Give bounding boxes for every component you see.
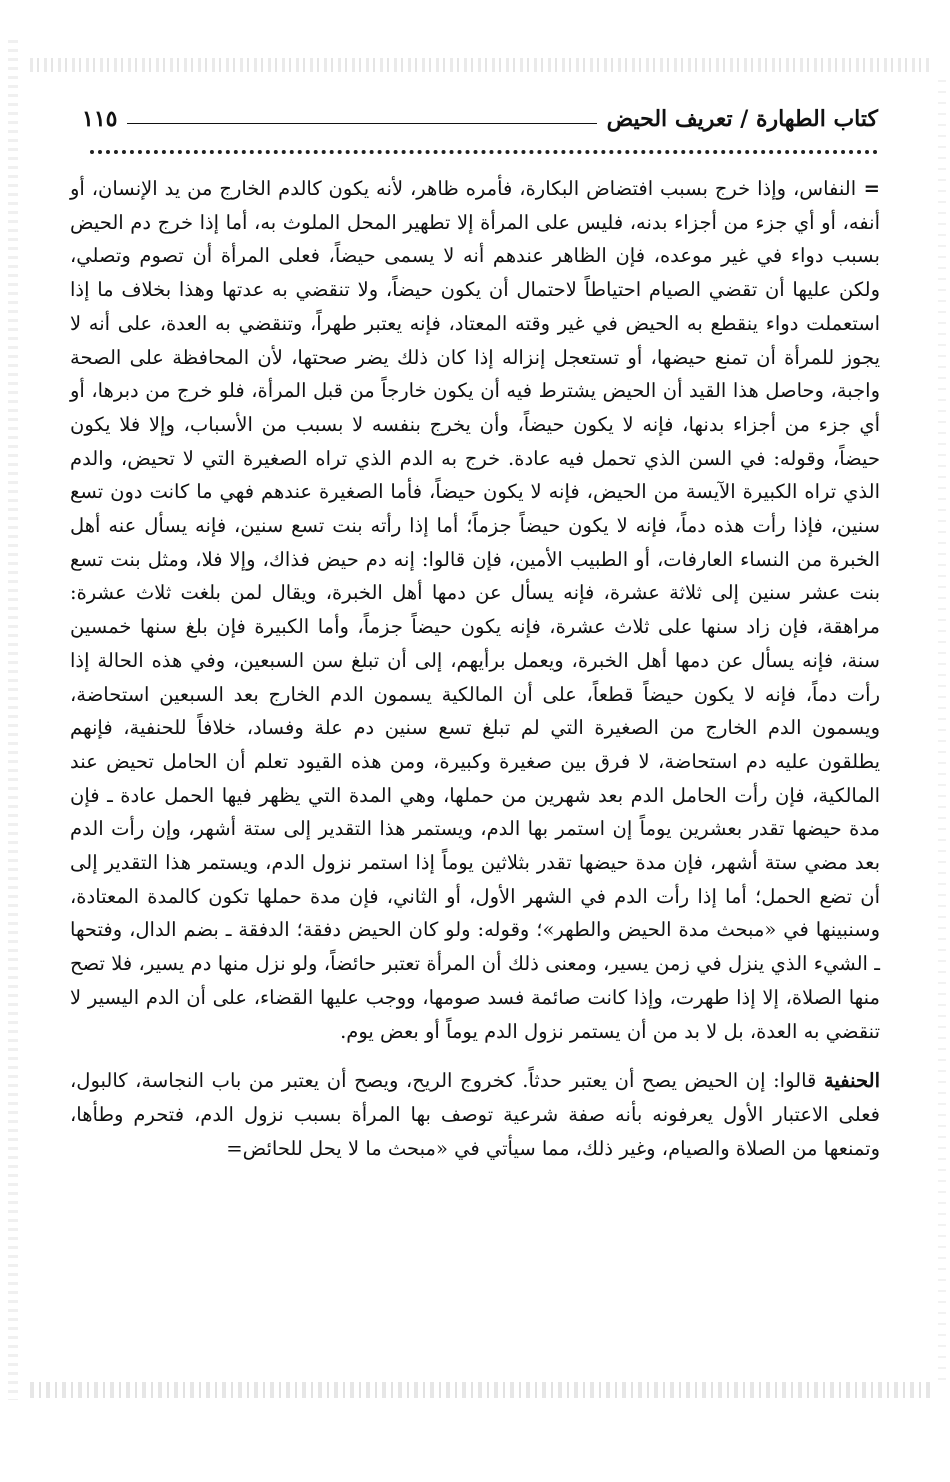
page-number: ١١٥	[82, 106, 118, 132]
continuation-mark: =	[856, 177, 880, 200]
scan-noise-left	[8, 40, 18, 1400]
running-header	[82, 92, 878, 132]
dotted-separator	[90, 146, 878, 154]
paragraph-text: النفاس، وإذا خرج بسبب افتضاض البكارة، فأمره ظاهر، لأنه يكون كالدم الخارج من يد الإنسان، أو أنفه، أو أي جزء من أجزاء بدنه، فليس على المرأة إلا تطهير المحل الملوث به، أما إذا خرج دم الحيض بسبب دواء في غير موعده، فإن الظاهر عندهم أنه لا يسمى حيضاً، فعلى المرأة أن تصوم وتصلي، ولكن عليها أن تقضي الصيام احتياطاً لاحتمال أن يكون حيضاً، ولا تنقضي به عدتها وهذا بخلاف ما إذا استعملت دواء ينقطع به الحيض في غير وقته المعتاد، فإنه يعتبر طهراً، وتنقضي به العدة، على أنه لا يجوز للمرأة أن تمنع حيضها، أو تستعجل إنزاله إذا كان ذلك يضر صحتها، لأن المحافظة على الصحة واجبة، وحاصل هذا القيد أن الحيض يشترط فيه أن يكون خارجاً من قبل المرأة، فلو خرج من دبرها، أو أي جزء من أجزاء بدنها، فإنه لا يكون حيضاً، وأن يخرج بنفسه لا بسبب من الأسباب، وإلا فلا يكون حيضاً، وقوله: في السن الذي تحمل فيه عادة. خرج به الدم الذي تراه الصغيرة التي لا تحيض، والدم الذي تراه الكبيرة الآيسة من الحيض، فإنه لا يكون حيضاً، فأما الصغيرة عندهم فهي ما كانت دون تسع سنين، فإذا رأت هذه دماً، فإنه لا يكون حيضاً جزماً؛ أما إذا رأته بنت تسع سنين، فإنه يسأل عنه أهل الخبرة من النساء العارفات، أو الطبيب الأمين، فإن قالوا: إنه دم حيض فذاك، وإلا فلا، ومثل بنت تسع بنت عشر سنين إلى ثلاثة عشرة، فإنه يسأل عن دمها أهل الخبرة، ويقال لمن بلغت ثلاث عشرة: مراهقة، فإن زاد سنها على ثلاث عشرة، فإنه يكون حيضاً جزماً، وأما الكبيرة فإن بلغ سنها خمسين سنة، فإنه يسأل عن دمها أهل الخبرة، ويعمل برأيهم، إلى أن تبلغ سن السبعين، وفي هذه الحالة إذا رأت دماً، فإنه لا يكون حيضاً قطعاً، على أن المالكية يسمون الدم الخارج بعد السبعين استحاضة، ويسمون الدم الخارج من الصغيرة التي لم تبلغ تسع سنين دم علة وفساد، خلافاً للحنفية، فإنهم يطلقون عليه دم استحاضة، لا فرق بين صغيرة وكبيرة، ومن هذه القيود تعلم أن الحامل تحيض عند المالكية، فإن رأت الحامل الدم بعد شهرين من حملها، وهي المدة التي يظهر فيها الحمل عادة ـ فإن مدة حيضها تقدر بعشرين يوماً إن استمر بها الدم، ويستمر هذا التقدير إلى ستة أشهر، وإن رأت الدم بعد مضي ستة أشهر، فإن مدة حيضها تقدر بثلاثين يوماً إذا استمر نزول الدم، ويستمر هذا التقدير إلى أن تضع الحمل؛ أما إذا رأت الدم في الشهر الأول، أو الثاني، فإن مدة حملها تكون كالمدة المعتادة، وسنبينها في «مبحث مدة الحيض والطهر»؛ وقوله: ولو كان الحيض دفقة؛ الدفقة ـ بضم الدال، وفتحها ـ الشيء الذي ينزل في زمن يسير، ومعنى ذلك أن المرأة تعتبر حائضاً، ولو نزل منها دم يسير، فلا تصح منها الصلاة، إلا إذا طهرت، وإذا كانت صائمة فسد صومها، ووجب عليها القضاء، على أن الدم اليسير لا تنقضي به العدة، بل لا بد من أن يستمر نزول الدم يوماً أو بعض يوم.	[70, 177, 880, 1043]
paragraph-hanafi	[70, 1064, 880, 1165]
header-title: كتاب الطهارة / تعريف الحيض	[606, 106, 878, 132]
scan-noise-bottom	[30, 1382, 930, 1398]
scan-noise-top	[30, 58, 930, 72]
header-rule	[127, 123, 596, 124]
paragraph-text: قالوا: إن الحيض يصح أن يعتبر حدثاً. كخروج الريح، ويصح أن يعتبر من باب النجاسة، كالبول، فعلى الاعتبار الأول يعرفونه بأنه صفة شرعية توصف بها المرأة بسبب نزول الدم، فتحرم وطأها، وتمنعها من الصلاة والصيام، وغير ذلك، مما سيأتي في «مبحث ما لا يحل للحائض=	[70, 1069, 880, 1160]
paragraph-lead-term: الحنفية	[823, 1069, 880, 1093]
scan-noise-right	[938, 80, 946, 1380]
paragraph-continued	[70, 172, 880, 1048]
footnote-body	[70, 172, 880, 1165]
